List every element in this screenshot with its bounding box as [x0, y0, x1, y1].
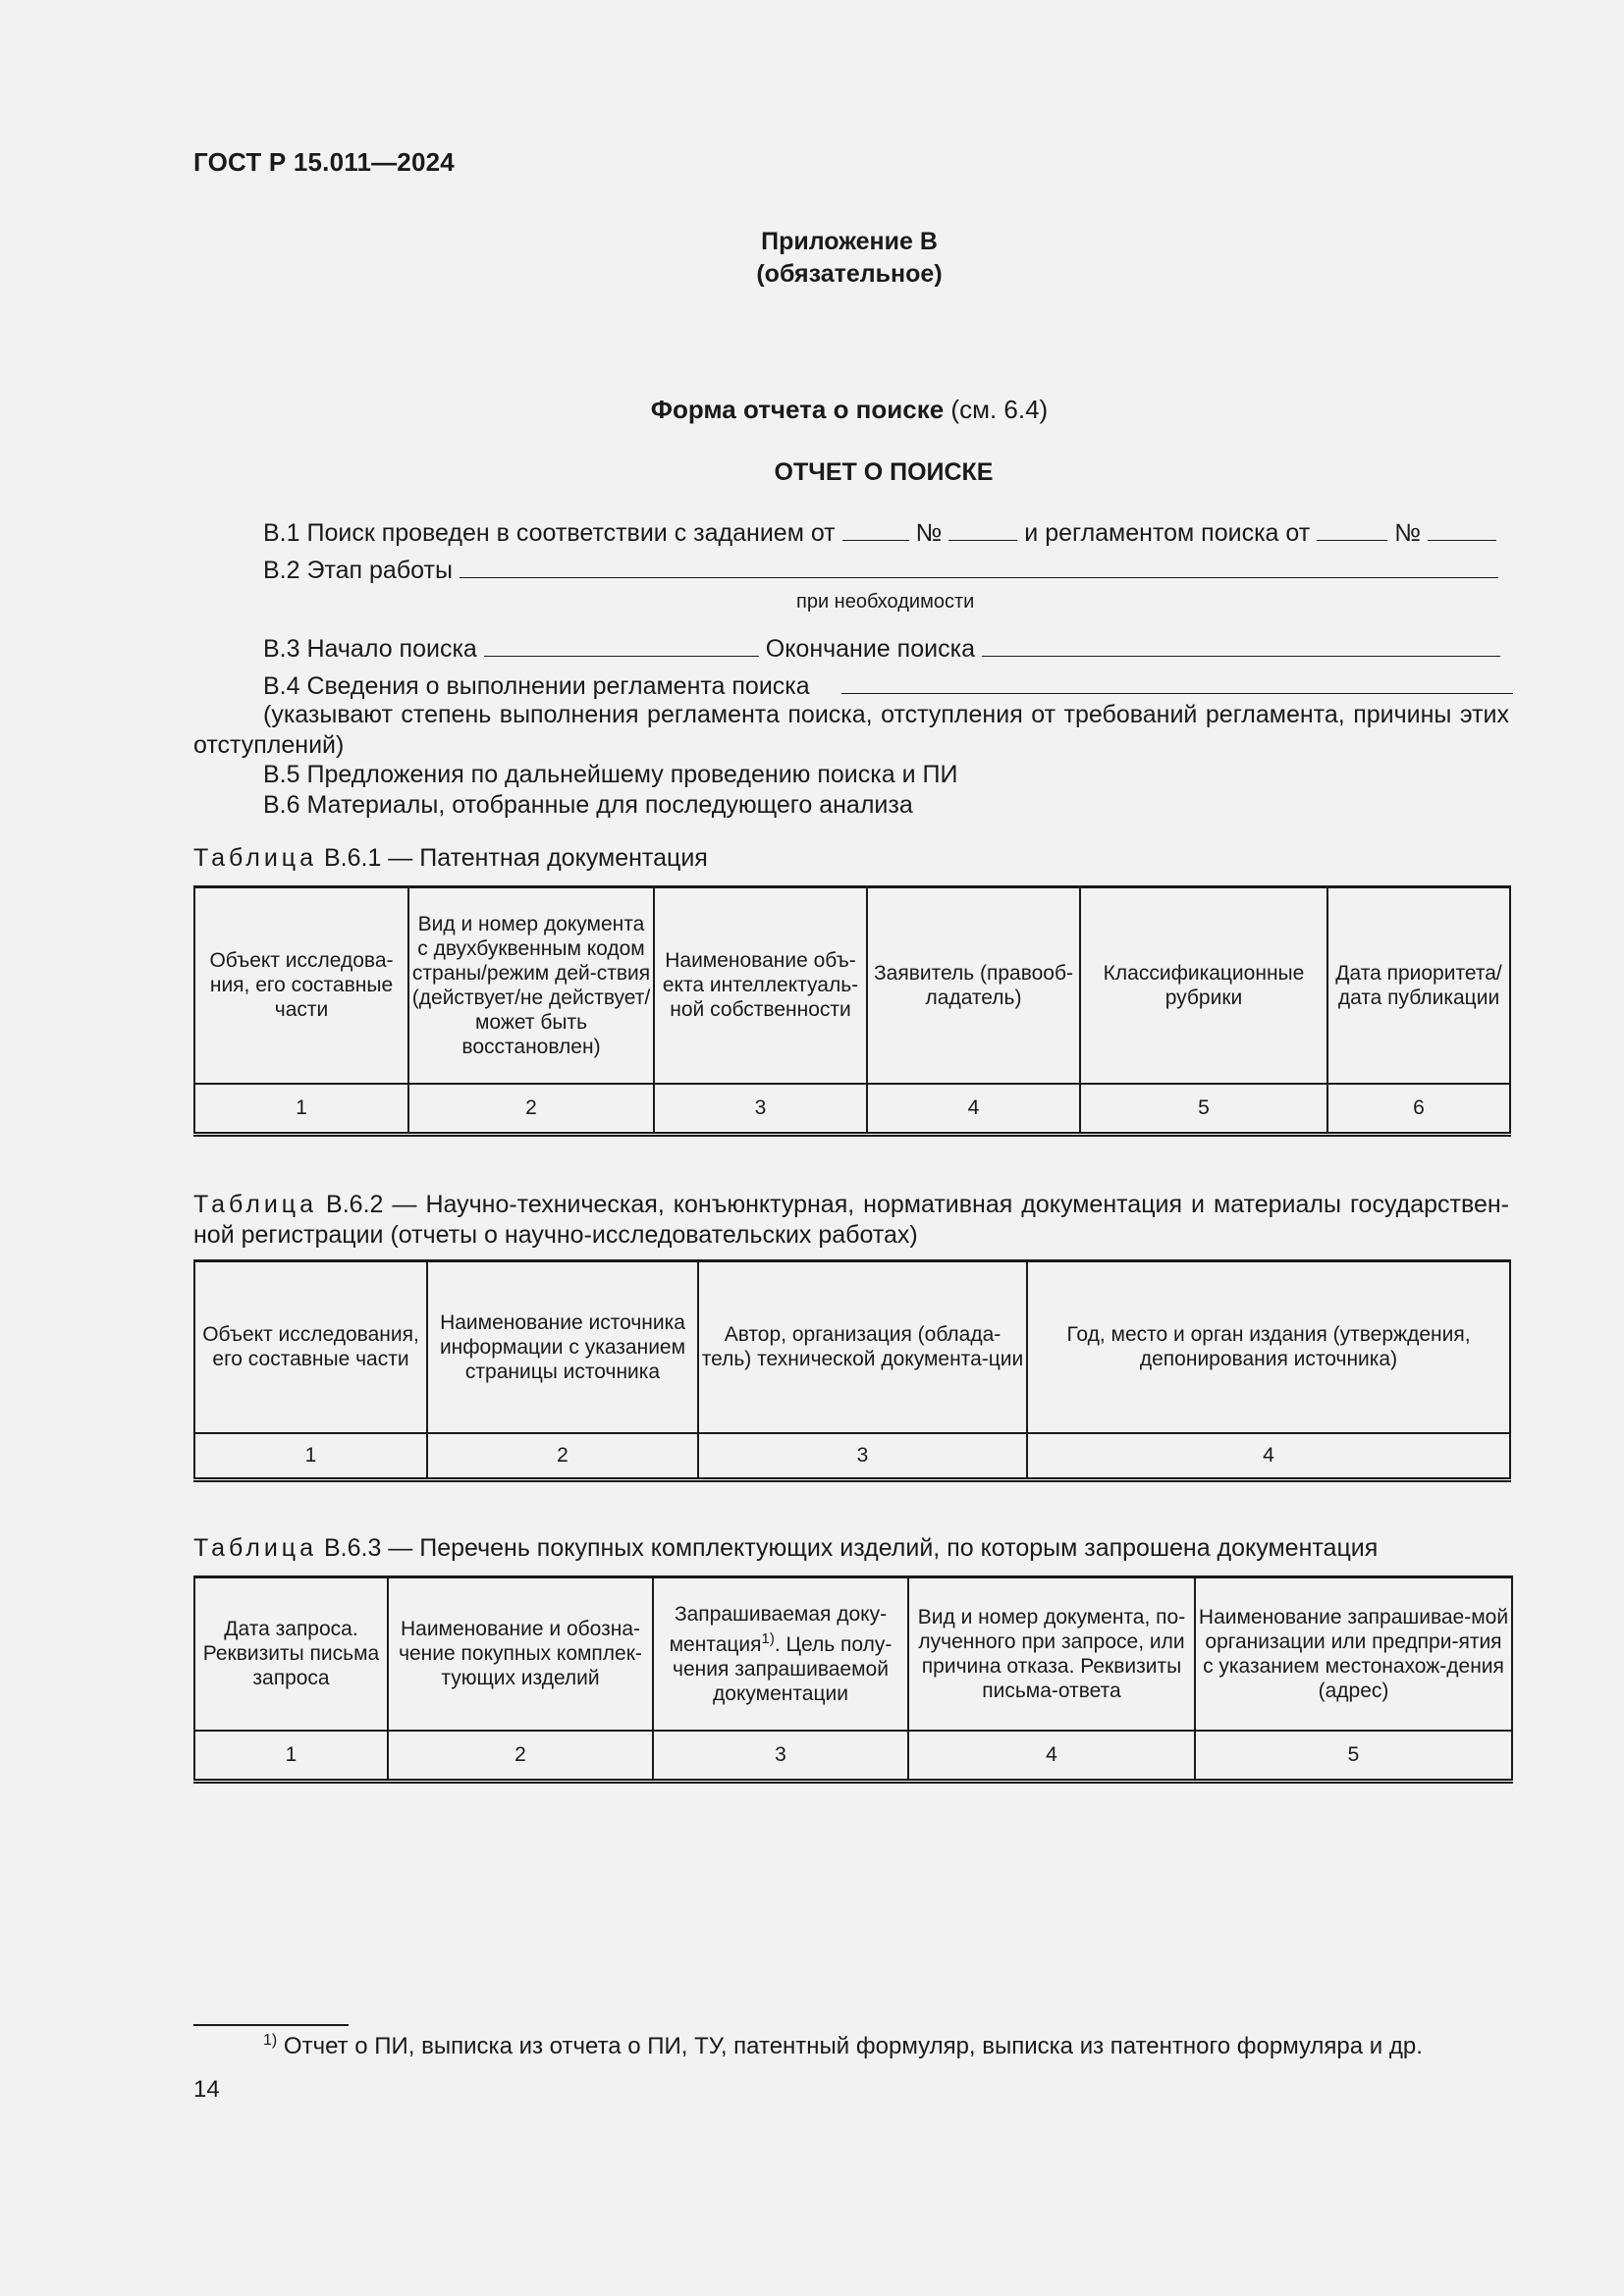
- start-blank[interactable]: [484, 634, 759, 657]
- header-cell: Год, место и орган издания (утверждения, депонирования источника): [1027, 1261, 1510, 1433]
- number-cell: 1: [194, 1731, 388, 1782]
- table-number-row: [194, 1433, 1510, 1480]
- item-text: и регламентом поиска от: [1024, 519, 1311, 547]
- item-number: В.6: [263, 791, 300, 819]
- header-cell: Классификационные рубрики: [1080, 887, 1327, 1084]
- item-number: В.2: [263, 557, 300, 584]
- header-cell: Наименование источника информации с указанием страницы источника: [427, 1261, 698, 1433]
- number-cell: 3: [653, 1731, 908, 1782]
- header-cell: Объект исследова-ния, его составные части: [194, 887, 408, 1084]
- item-text: Сведения о выполнении регламента поиска: [306, 672, 810, 700]
- annex-title: Приложение В: [761, 228, 938, 255]
- item-b4: [263, 671, 1513, 701]
- page-number: 14: [193, 2076, 220, 2103]
- header-cell: Вид и номер документа с двухбуквенным кодом страны/режим дей-ствия (действует/не действует/может быть восстановлен): [408, 887, 654, 1084]
- header-cell: Наименование и обозна-чение покупных комплек-тующих изделий: [388, 1577, 653, 1731]
- item-number: В.5: [263, 761, 300, 788]
- table3-caption: [193, 1533, 1509, 1564]
- item-number: В.1: [263, 519, 300, 547]
- item-b1: [263, 518, 1496, 548]
- table2-caption: [193, 1190, 1509, 1251]
- header-cell: Наименование запрашивае-мой организации или предпри-ятия с указанием местонахож-дения (адрес): [1195, 1577, 1512, 1731]
- number-cell: 4: [867, 1084, 1080, 1135]
- table-header-row: [194, 1577, 1512, 1731]
- table-number-row: [194, 1731, 1512, 1782]
- item-text: Предложения по дальнейшему проведению поиска и ПИ: [306, 761, 958, 788]
- regulation-blank[interactable]: [841, 671, 1513, 694]
- scientific-docs-table: [193, 1259, 1511, 1482]
- header-cell: Дата приоритета/ дата публикации: [1327, 887, 1510, 1084]
- item-text: Материалы, отобранные для последующего анализа: [306, 791, 913, 819]
- form-title-main: Форма отчета о поиске: [650, 395, 945, 424]
- table-word: Таблица: [193, 1191, 318, 1218]
- table-caption-text: В.6.3 — Перечень покупных комплектующих изделий, по которым запрошена документация: [323, 1534, 1379, 1562]
- table-caption-text: В.6.1 — Патентная документация: [323, 844, 708, 872]
- table-header-row: [194, 887, 1510, 1084]
- footnote-mark: 1): [263, 2032, 278, 2049]
- item-number: В.4: [263, 672, 300, 700]
- report-title: ОТЧЕТ О ПОИСКЕ: [774, 458, 994, 486]
- number-cell: 2: [408, 1084, 654, 1135]
- item-text: Поиск проведен в соответствии с заданием от: [306, 519, 836, 547]
- patent-table: [193, 885, 1511, 1137]
- table-caption-text: В.6.2 — Научно-техническая, конъюнктурная, нормативная документация и материалы государствен-ной регистрации (отчеты о научно-исследовательских работах): [193, 1191, 1509, 1249]
- header-cell: Заявитель (правооб-ладатель): [867, 887, 1080, 1084]
- table-word: Таблица: [193, 844, 318, 872]
- number-cell: 3: [698, 1433, 1027, 1480]
- form-title: [211, 395, 1488, 425]
- header-cell: Дата запроса. Реквизиты письма запроса: [194, 1577, 388, 1731]
- item-b4-explanation: (указывают степень выполнения регламента поиска, отступления от требований регламента, причины этих отступлений): [193, 701, 1509, 759]
- date-blank[interactable]: [842, 518, 909, 541]
- purchased-components-table: [193, 1575, 1513, 1784]
- item-text: Окончание поиска: [765, 635, 975, 663]
- header-cell: [653, 1577, 908, 1731]
- number-cell: 3: [654, 1084, 867, 1135]
- number-cell: 5: [1080, 1084, 1327, 1135]
- number-blank[interactable]: [948, 518, 1017, 541]
- header-text: . Цель полу-чения запрашиваемой документации: [673, 1632, 893, 1705]
- table-header-row: [194, 1261, 1510, 1433]
- item-number: В.3: [263, 635, 300, 663]
- footnote: [263, 2032, 1423, 2060]
- table1-caption: [193, 843, 1509, 874]
- item-b2: [263, 556, 1498, 585]
- annex-heading: [211, 226, 1488, 291]
- footnote-text: Отчет о ПИ, выписка из отчета о ПИ, ТУ, патентный формуляр, выписка из патентного формуляра и др.: [283, 2033, 1423, 2059]
- number-sign: №: [915, 519, 943, 547]
- header-text: Запрашиваемая доку-ментация: [669, 1602, 888, 1656]
- number-cell: 1: [194, 1084, 408, 1135]
- date-blank[interactable]: [1317, 518, 1387, 541]
- work-stage-blank[interactable]: [460, 556, 1498, 578]
- document-code: ГОСТ Р 15.011—2024: [193, 147, 455, 177]
- footnote-reference[interactable]: 1): [761, 1629, 775, 1647]
- number-cell: 4: [908, 1731, 1195, 1782]
- header-cell: Наименование объ-екта интеллектуаль-ной собственности: [654, 887, 867, 1084]
- field-note: при необходимости: [796, 591, 975, 613]
- header-cell: Автор, организация (облада-тель) технической документа-ции: [698, 1261, 1027, 1433]
- number-blank[interactable]: [1428, 518, 1496, 541]
- item-b3: [263, 634, 1500, 664]
- item-b6: [263, 791, 913, 820]
- header-cell: Объект исследования, его составные части: [194, 1261, 427, 1433]
- header-cell: Вид и номер документа, по-лученного при запросе, или причина отказа. Реквизиты письма-ответа: [908, 1577, 1195, 1731]
- table-number-row: [194, 1084, 1510, 1135]
- number-cell: 2: [388, 1731, 653, 1782]
- item-b5: [263, 761, 957, 789]
- item-text: Начало поиска: [306, 635, 477, 663]
- footnote-divider: [193, 2024, 349, 2026]
- table-word: Таблица: [193, 1534, 318, 1562]
- number-cell: 4: [1027, 1433, 1510, 1480]
- number-cell: 6: [1327, 1084, 1510, 1135]
- number-cell: 2: [427, 1433, 698, 1480]
- number-cell: 5: [1195, 1731, 1512, 1782]
- annex-status: (обязательное): [756, 260, 943, 288]
- number-sign: №: [1394, 519, 1421, 547]
- item-text: Этап работы: [306, 557, 453, 584]
- form-title-ref: (см. 6.4): [950, 395, 1049, 424]
- number-cell: 1: [194, 1433, 427, 1480]
- end-blank[interactable]: [982, 634, 1500, 657]
